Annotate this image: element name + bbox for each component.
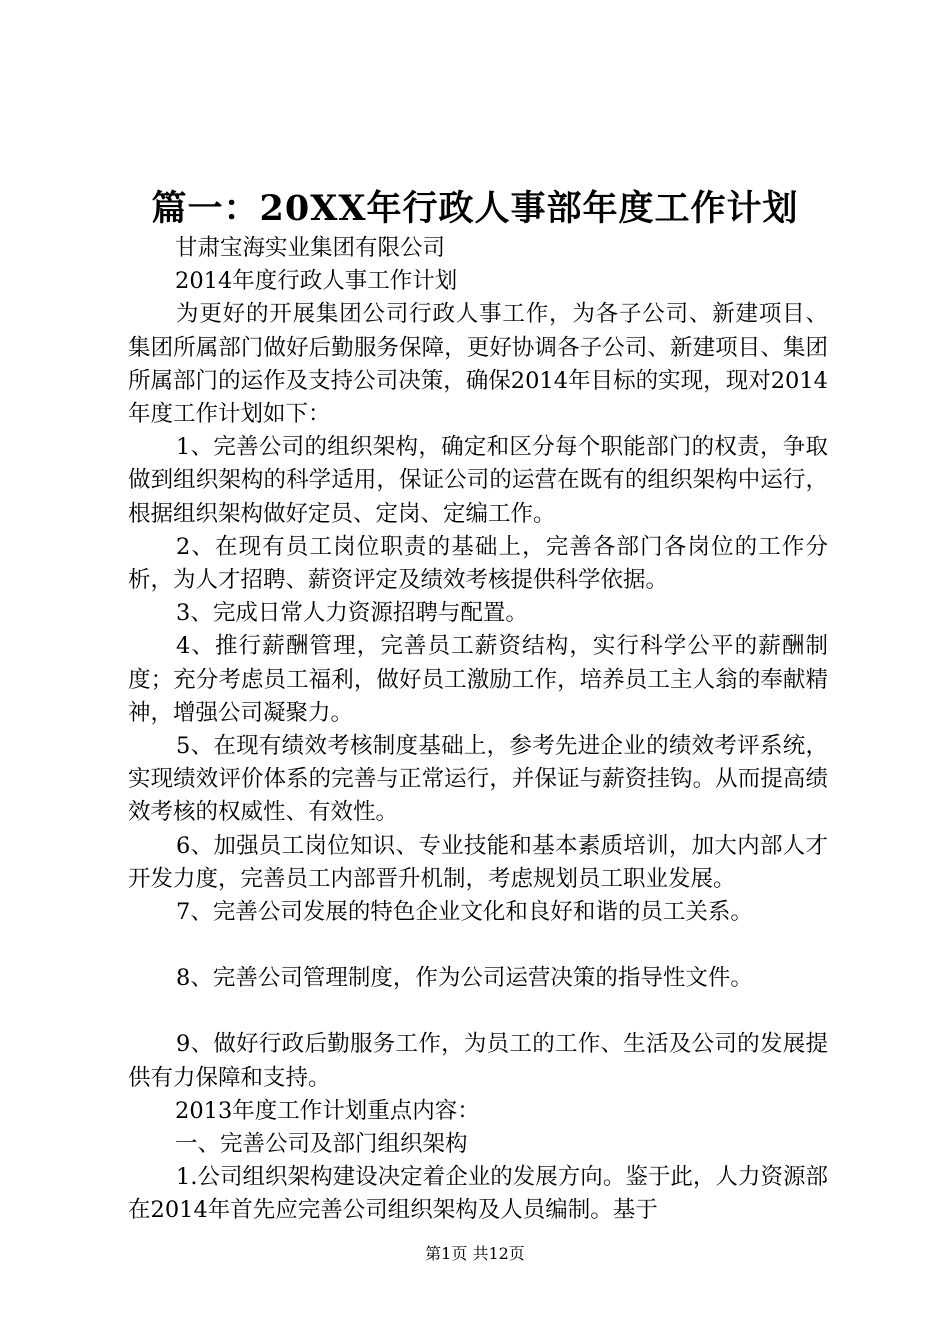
plan-item-9: 9、做好行政后勤服务工作，为员工的工作、生活及公司的发展提供有力保障和支持。 [128, 1031, 828, 1091]
plan-item-4: 4、推行薪酬管理，完善员工薪资结构，实行科学公平的薪酬制度；充分考虑员工福利，做好员工激励工作，培养员工主人翁的奉献精神，增强公司凝聚力。 [128, 633, 828, 726]
plan-item-6: 6、加强员工岗位知识、专业技能和基本素质培训，加大内部人才开发力度，完善员工内部晋升机制，考虑规划员工职业发展。 [128, 832, 828, 892]
plan-subtitle: 2014年度行政人事工作计划 [175, 268, 458, 295]
key-content-heading: 2013年度工作计划重点内容： [175, 1097, 480, 1124]
section-1-paragraph: 1.公司组织架构建设决定着企业的发展方向。鉴于此，人力资源部在2014年首先应完善公司组织架构及人员编制。基于 [128, 1164, 828, 1224]
plan-item-1: 1、完善公司的组织架构，确定和区分每个职能部门的权责，争取做到组织架构的科学适用，保证公司的运营在既有的组织架构中运行，根据组织架构做好定员、定岗、定编工作。 [128, 434, 828, 527]
document-body [128, 232, 828, 1228]
section-heading-1: 一、完善公司及部门组织架构 [175, 1131, 468, 1158]
plan-item-2: 2、在现有员工岗位职责的基础上，完善各部门各岗位的工作分析，为人才招聘、薪资评定及绩效考核提供科学依据。 [128, 533, 828, 594]
page-footer: 第1页 共12页 [425, 1244, 525, 1263]
company-name: 甘肃宝海实业集团有限公司 [175, 235, 446, 261]
plan-item-7: 7、完善公司发展的特色企业文化和良好和谐的员工关系。 [176, 899, 753, 926]
plan-item-5: 5、在现有绩效考核制度基础上，参考先进企业的绩效考评系统，实现绩效评价体系的完善与正常运行，并保证与薪资挂钩。从而提高绩效考核的权威性、有效性。 [128, 733, 828, 826]
intro-paragraph: 为更好的开展集团公司行政人事工作，为各子公司、新建项目、集团所属部门做好后勤服务保障，更好协调各子公司、新建项目、集团所属部门的运作及支持公司决策，确保2014年目标的实现，现对2014年度工作计划如下： [128, 301, 828, 428]
plan-item-8: 8、完善公司管理制度，作为公司运营决策的指导性文件。 [176, 965, 753, 992]
plan-item-3: 3、完成日常人力资源招聘与配置。 [176, 600, 528, 627]
document-title: 篇一：20XX年行政人事部年度工作计划 [151, 188, 799, 229]
